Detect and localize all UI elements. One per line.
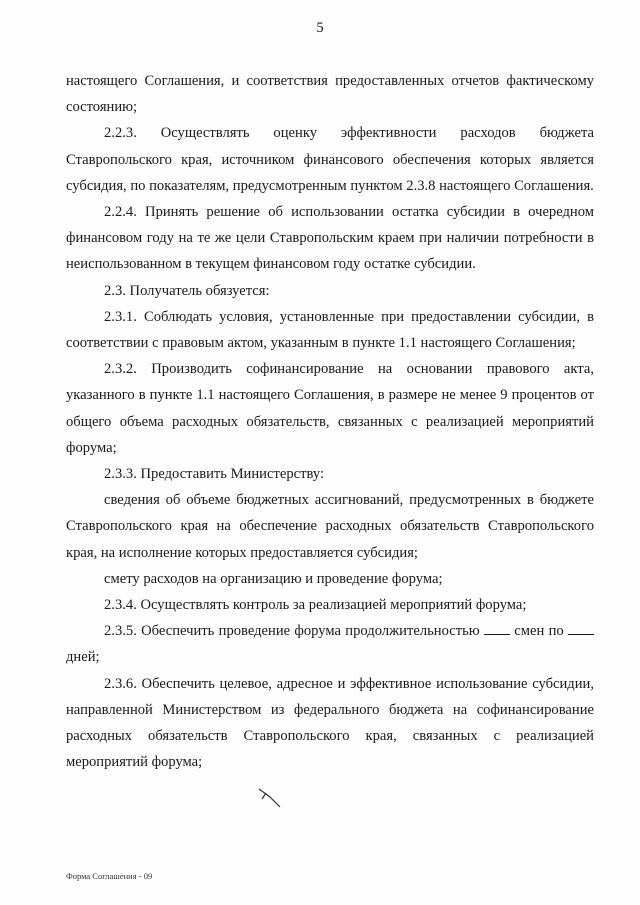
pen-mark-icon [256,783,286,813]
paragraph-2-2-4: 2.2.4. Принять решение об использовании остатка субсидии в очередном финансовом году на те же цели Ставропольским краем при наличии потребности в неиспользованном в текущем финансовом году остатке субсидии. [66,204,594,273]
blank-days-field [568,622,594,635]
paragraph-2-3-4: 2.3.4. Осуществлять контроль за реализацией мероприятий форума; [104,597,527,614]
paragraph-2-3-5 [66,618,594,670]
document-body [66,68,594,775]
paragraph-cost-estimate: смету расходов на организацию и проведение форума; [104,570,443,587]
blank-shifts-field [484,622,510,635]
paragraph-2-2-3: 2.2.3. Осуществлять оценку эффективности расходов бюджета Ставропольского края, источником финансового обеспечения которых является субсидия, по показателям, предусмотренным пунктом 2.3.8 настоящего Соглашения. [66,125,594,194]
form-footer: Форма Соглашения - 09 [66,871,153,881]
paragraph-2-3-2: 2.3.2. Производить софинансирование на основании правового акта, указанного в пункте 1.1 настоящего Соглашения, в размере не менее 9 процентов от общего объема расходных обязательств, связанных с реализацией мероприятий форума; [66,361,594,456]
paragraph-2-3-5-middle: смен по [514,623,564,640]
paragraph-2-3-3: 2.3.3. Предоставить Министерству: [104,466,325,483]
paragraph-2-3-5-start: 2.3.5. Обеспечить проведение форума продолжительностью [104,623,480,640]
page-number: 5 [316,20,324,36]
paragraph-budget-info: сведения об объеме бюджетных ассигнований, предусмотренных в бюджете Ставропольского края на обеспечение расходных обязательств Ставропольского края, на исполнение которых предоставляется субсидия; [66,492,594,561]
paragraph-2-3-5-end: дней; [66,649,100,666]
paragraph-continuation: настоящего Соглашения, и соответствия предоставленных отчетов фактическому состоянию; [66,73,594,116]
paragraph-2-3-6: 2.3.6. Обеспечить целевое, адресное и эффективное использование субсидии, направленной Министерством из федерального бюджета на софинансирование расходных обязательств Ставропольского края, связанных с реализацией мероприятий форума; [66,675,594,771]
paragraph-2-3-1: 2.3.1. Соблюдать условия, установленные при предоставлении субсидии, в соответствии с правовым актом, указанным в пункте 1.1 настоящего Соглашения; [66,308,594,352]
paragraph-2-3: 2.3. Получатель обязуется: [104,282,270,299]
